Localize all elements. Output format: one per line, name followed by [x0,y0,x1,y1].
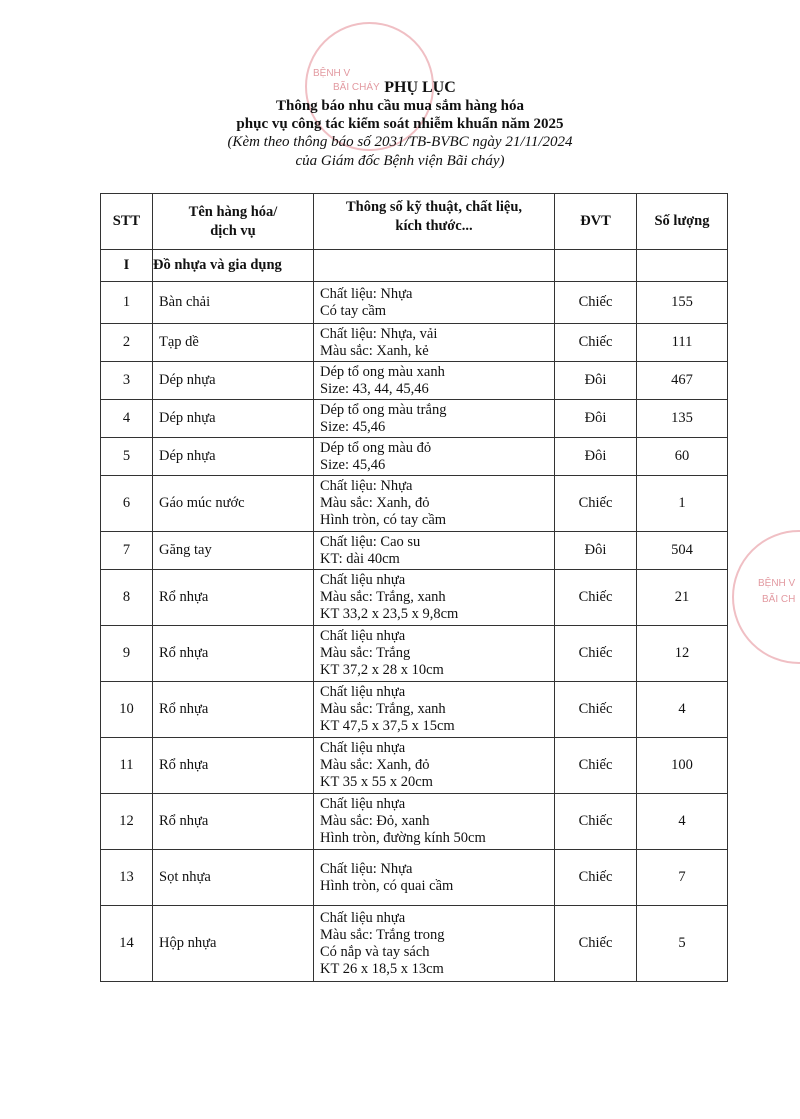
goods-table [100,193,728,982]
row-quantity: 7 [637,850,728,906]
row-quantity: 4 [637,794,728,850]
spec-line: KT: dài 40cm [320,550,400,567]
row-stt: 2 [101,324,153,362]
table-row [101,476,728,532]
spec-line: Size: 45,46 [320,418,386,435]
section-empty-cell [555,250,637,282]
spec-line: KT 26 x 18,5 x 13cm [320,960,444,977]
spec-line: Chất liệu: Nhựa [320,285,413,302]
row-specification [314,626,555,682]
row-quantity: 1 [637,476,728,532]
section-row [101,250,728,282]
section-empty-cell [637,250,728,282]
spec-line: Chất liệu nhựa [320,684,406,700]
spec-line: Màu sắc: Xanh, đỏ [320,757,430,773]
table-row [101,324,728,362]
header-item-name [153,194,314,250]
table-header-row [101,194,728,250]
header-spec-line-2: kích thước... [395,218,473,234]
seal-side-text-2: BÃI CH [762,594,796,605]
row-specification [314,324,555,362]
document-header [0,78,800,171]
row-quantity: 21 [637,570,728,626]
row-stt: 7 [101,532,153,570]
row-specification [314,362,555,400]
spec-line: Màu sắc: Trắng [320,645,411,661]
header-spec-line-1: Thông số kỹ thuật, chất liệu, [345,199,523,215]
row-stt: 8 [101,570,153,626]
row-specification [314,794,555,850]
row-unit: Đôi [555,400,637,438]
row-unit: Chiếc [555,626,637,682]
row-specification [314,570,555,626]
table-row [101,282,728,324]
spec-line: Dép tổ ong màu xanh [320,363,445,380]
spec-line: Dép tổ ong màu đỏ [320,439,432,456]
spec-line: Chất liệu nhựa [320,572,406,588]
header-subtitle-line-2: phục vụ công tác kiểm soát nhiễm khuẩn năm 2025 [236,116,564,132]
row-unit: Chiếc [555,850,637,906]
row-item-name: Bàn chải [153,282,314,324]
header-reference-line: (Kèm theo thông báo số 2031/TB-BVBC ngày 21/11/2024 [227,134,573,150]
row-specification [314,682,555,738]
spec-line: Hình tròn, có tay cầm [320,512,447,528]
section-name: Đồ nhựa và gia dụng [153,250,314,282]
header-item-name-line-2: dịch vụ [210,222,256,239]
row-stt: 4 [101,400,153,438]
table-row [101,794,728,850]
row-unit: Đôi [555,362,637,400]
table-row [101,850,728,906]
row-quantity: 5 [637,906,728,982]
page-title: PHỤ LỤC [384,79,456,96]
row-item-name: Sọt nhựa [153,850,314,906]
row-item-name: Tạp dề [153,324,314,362]
row-specification [314,532,555,570]
row-specification [314,906,555,982]
spec-line: KT 47,5 x 37,5 x 15cm [320,718,455,734]
row-item-name: Rổ nhựa [153,738,314,794]
row-item-name: Dép nhựa [153,438,314,476]
spec-line: Có tay cầm [320,302,387,319]
spec-line: Màu sắc: Trắng, xanh [320,701,446,717]
table-row [101,570,728,626]
row-unit: Chiếc [555,282,637,324]
row-quantity: 111 [637,324,728,362]
spec-line: Hình tròn, có quai cầm [320,877,454,894]
row-unit: Đôi [555,532,637,570]
row-quantity: 155 [637,282,728,324]
table-row [101,532,728,570]
seal-text: BỆNH V [313,68,351,79]
spec-line: Chất liệu nhựa [320,909,406,926]
header-quantity: Số lượng [637,194,728,250]
row-item-name: Rổ nhựa [153,626,314,682]
row-stt: 5 [101,438,153,476]
spec-line: Màu sắc: Xanh, kẻ [320,342,429,359]
row-stt: 9 [101,626,153,682]
spec-line: Size: 45,46 [320,456,386,473]
spec-line: Có nắp và tay sách [320,943,430,960]
spec-line: Chất liệu nhựa [320,628,406,644]
row-specification [314,282,555,324]
row-specification [314,738,555,794]
row-stt: 1 [101,282,153,324]
section-stt: I [101,250,153,282]
row-specification [314,850,555,906]
spec-line: KT 33,2 x 23,5 x 9,8cm [320,606,459,622]
seal-side-text: BỆNH V [758,578,796,589]
row-stt: 11 [101,738,153,794]
row-item-name: Gáo múc nước [153,476,314,532]
row-quantity: 504 [637,532,728,570]
header-stt: STT [101,194,153,250]
table-row [101,400,728,438]
row-quantity: 4 [637,682,728,738]
table-row [101,738,728,794]
spec-line: Hình tròn, đường kính 50cm [320,830,486,846]
row-item-name: Rổ nhựa [153,570,314,626]
row-item-name: Dép nhựa [153,362,314,400]
seal-text-2: BÃI CHÁY [333,82,380,93]
row-stt: 13 [101,850,153,906]
row-stt: 10 [101,682,153,738]
row-item-name: Rổ nhựa [153,794,314,850]
table-row [101,682,728,738]
row-quantity: 100 [637,738,728,794]
spec-line: Màu sắc: Trắng trong [320,926,445,943]
spec-line: Màu sắc: Đỏ, xanh [320,813,430,829]
row-unit: Chiếc [555,738,637,794]
row-item-name: Găng tay [153,532,314,570]
row-item-name: Rổ nhựa [153,682,314,738]
header-unit: ĐVT [555,194,637,250]
spec-line: Chất liệu: Nhựa [320,478,413,494]
table-row [101,362,728,400]
row-stt: 14 [101,906,153,982]
spec-line: Màu sắc: Trắng, xanh [320,589,446,605]
row-stt: 3 [101,362,153,400]
row-unit: Chiếc [555,324,637,362]
table-row [101,626,728,682]
row-quantity: 135 [637,400,728,438]
header-item-name-line-1: Tên hàng hóa/ [188,203,278,220]
spec-line: Chất liệu: Cao su [320,533,421,550]
row-unit: Đôi [555,438,637,476]
row-quantity: 467 [637,362,728,400]
table-row [101,906,728,982]
spec-line: Size: 43, 44, 45,46 [320,380,429,397]
spec-line: KT 37,2 x 28 x 10cm [320,662,444,678]
section-empty-cell [314,250,555,282]
spec-line: Chất liệu: Nhựa, vải [320,325,438,342]
row-unit: Chiếc [555,570,637,626]
row-quantity: 60 [637,438,728,476]
row-unit: Chiếc [555,682,637,738]
spec-line: Màu sắc: Xanh, đỏ [320,495,430,511]
row-specification [314,400,555,438]
row-unit: Chiếc [555,906,637,982]
hospital-seal-stamp-side [732,530,800,664]
row-specification [314,438,555,476]
row-stt: 6 [101,476,153,532]
spec-line: Chất liệu nhựa [320,740,406,756]
spec-line: KT 35 x 55 x 20cm [320,774,433,790]
header-subtitle-line-1: Thông báo nhu cầu mua sắm hàng hóa [275,98,524,114]
header-specification [314,194,555,250]
row-unit: Chiếc [555,476,637,532]
row-unit: Chiếc [555,794,637,850]
table-row [101,438,728,476]
spec-line: Chất liệu nhựa [320,796,406,812]
header-issuer-line: của Giám đốc Bệnh viện Bãi cháy) [295,153,505,169]
row-item-name: Dép nhựa [153,400,314,438]
spec-line: Dép tổ ong màu trắng [320,401,447,418]
spec-line: Chất liệu: Nhựa [320,860,413,877]
row-specification [314,476,555,532]
row-item-name: Hộp nhựa [153,906,314,982]
row-stt: 12 [101,794,153,850]
row-quantity: 12 [637,626,728,682]
